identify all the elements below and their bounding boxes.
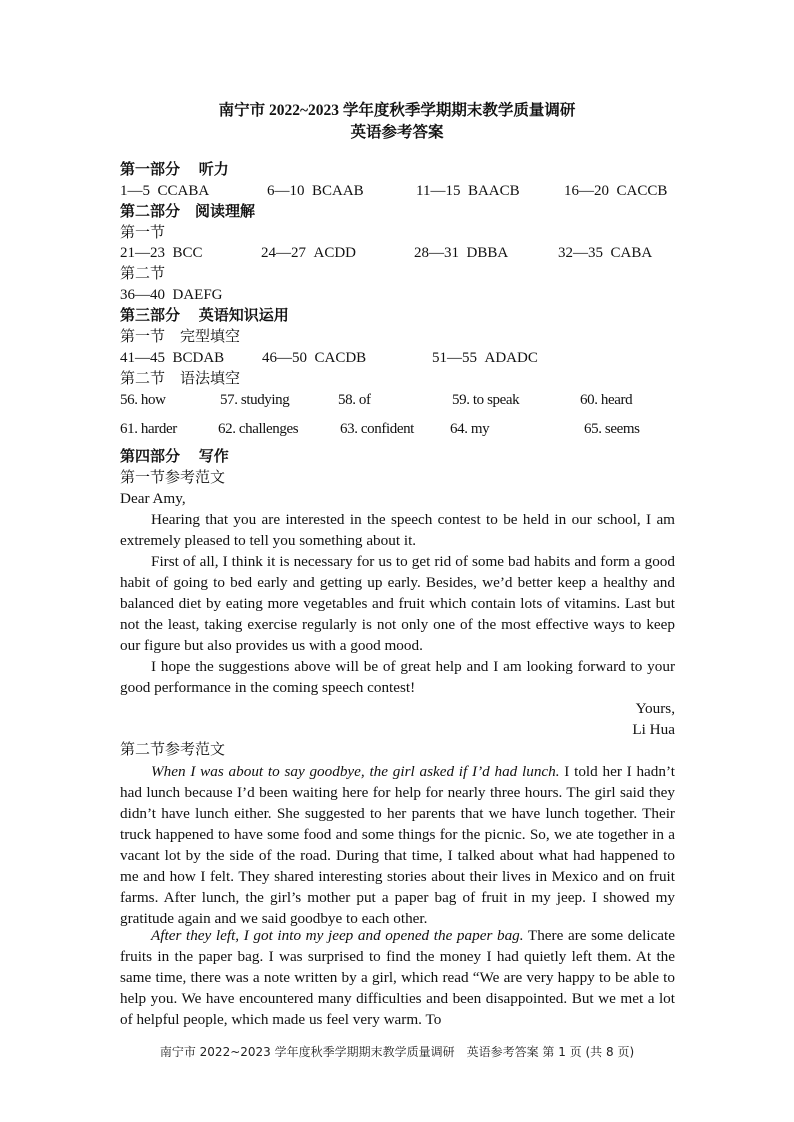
part2-section2-label: 第二节 (120, 266, 166, 282)
part3-section1-label: 第一节 完型填空 (120, 329, 241, 345)
page-footer: 南宁市 2022~2023 学年度秋季学期期末教学质量调研 英语参考答案 第 1 页 (共 8 页) (159, 1045, 635, 1059)
part4-section1-label: 第一节参考范文 (120, 470, 226, 486)
grammar-answer: 59. to speak (452, 392, 520, 408)
grammar-answer: 62. challenges (218, 421, 299, 437)
grammar-answer: 58. of (338, 392, 371, 408)
answer-group: 41—45 BCDAB (120, 350, 225, 366)
answer-group: 21—23 BCC (120, 245, 203, 261)
story-lead-sentence: When I was about to say goodbye, the girl asked if I’d had lunch. (151, 763, 560, 780)
letter-closing: Yours, (635, 700, 675, 717)
story-lead-sentence: After they left, I got into my jeep and opened the paper bag. (151, 927, 524, 944)
answer-group: 51—55 ADADC (432, 350, 538, 366)
answer-group: 6—10 BCAAB (267, 183, 364, 199)
grammar-answer: 63. confident (340, 421, 414, 437)
part2-heading: 第二部分 阅读理解 (120, 204, 256, 220)
document-title: 南宁市 2022~2023 学年度秋季学期期末教学质量调研 (218, 102, 576, 119)
letter-paragraph: First of all, I think it is necessary for us to get rid of some bad habits and form a good habit of going to bed early and getting up early. Besides, we’d better keep a healthy and balanced diet by eating more vegetables and fruit which contain lots of vitamins. Last but not the least, taking exercise regularly is not only one of the most effective ways to keep our figure but also provides us with a good mood. (120, 553, 675, 654)
grammar-answer: 56. how (120, 392, 166, 408)
answer-group: 11—15 BAACB (416, 183, 520, 199)
part4-section2-label: 第二节参考范文 (120, 742, 226, 758)
answer-group: 16—20 CACCB (564, 183, 668, 199)
answer-group: 28—31 DBBA (414, 245, 509, 261)
answer-group: 32—35 CABA (558, 245, 653, 261)
answer-group: 1—5 CCABA (120, 183, 210, 199)
part1-heading: 第一部分 听力 (120, 162, 229, 178)
answer-group: 46—50 CACDB (262, 350, 367, 366)
letter-paragraph: Hearing that you are interested in the speech contest to be held in our school, I am extremely pleased to tell you something about it. (120, 511, 675, 549)
part3-heading: 第三部分 英语知识运用 (120, 308, 289, 324)
grammar-answer: 57. studying (220, 392, 290, 408)
answer-group: 24—27 ACDD (261, 245, 357, 261)
answer-group: 36—40 DAEFG (120, 287, 223, 303)
grammar-answer: 65. seems (584, 421, 640, 437)
letter-paragraph: I hope the suggestions above will be of great help and I am looking forward to your good performance in the coming speech contest! (120, 658, 675, 696)
part3-section2-label: 第二节 语法填空 (120, 371, 241, 387)
grammar-answer: 61. harder (120, 421, 177, 437)
grammar-answer: 60. heard (580, 392, 633, 408)
story-paragraph: When I was about to say goodbye, the girl asked if I’d had lunch. I told her I hadn’t had lunch because I’d been waiting here for help for nearly three hours. The girl said they didn’t have lunch either. She suggested to her parents that we have lunch together. Their truck happened to have some food and some things for the picnic. So, we ate together in a vacant lot by the side of the road. During that time, I talked about what had happened to me and how I felt. They shared interesting stories about their lives in Mexico and on fruit farms. After lunch, the girl’s mother put a paper bag of fruit in my jeep. I showed my gratitude again and we said goodbye to each other. (120, 763, 675, 927)
letter-salutation: Dear Amy, (120, 490, 186, 507)
part4-heading: 第四部分 写作 (120, 449, 229, 465)
part2-section1-label: 第一节 (120, 225, 166, 241)
letter-signature: Li Hua (632, 721, 675, 738)
story-paragraph: After they left, I got into my jeep and opened the paper bag. There are some delicate fruits in the paper bag. I was surprised to find the money I had quietly left them. At the same time, there was a note written by a girl, which read “We are very happy to be able to help you. We have encountered many difficulties and been disappointed. But we met a lot of helpful people, which made us feel very warm. To (120, 927, 675, 1028)
grammar-answer: 64. my (450, 421, 490, 437)
document-subtitle: 英语参考答案 (350, 124, 444, 141)
